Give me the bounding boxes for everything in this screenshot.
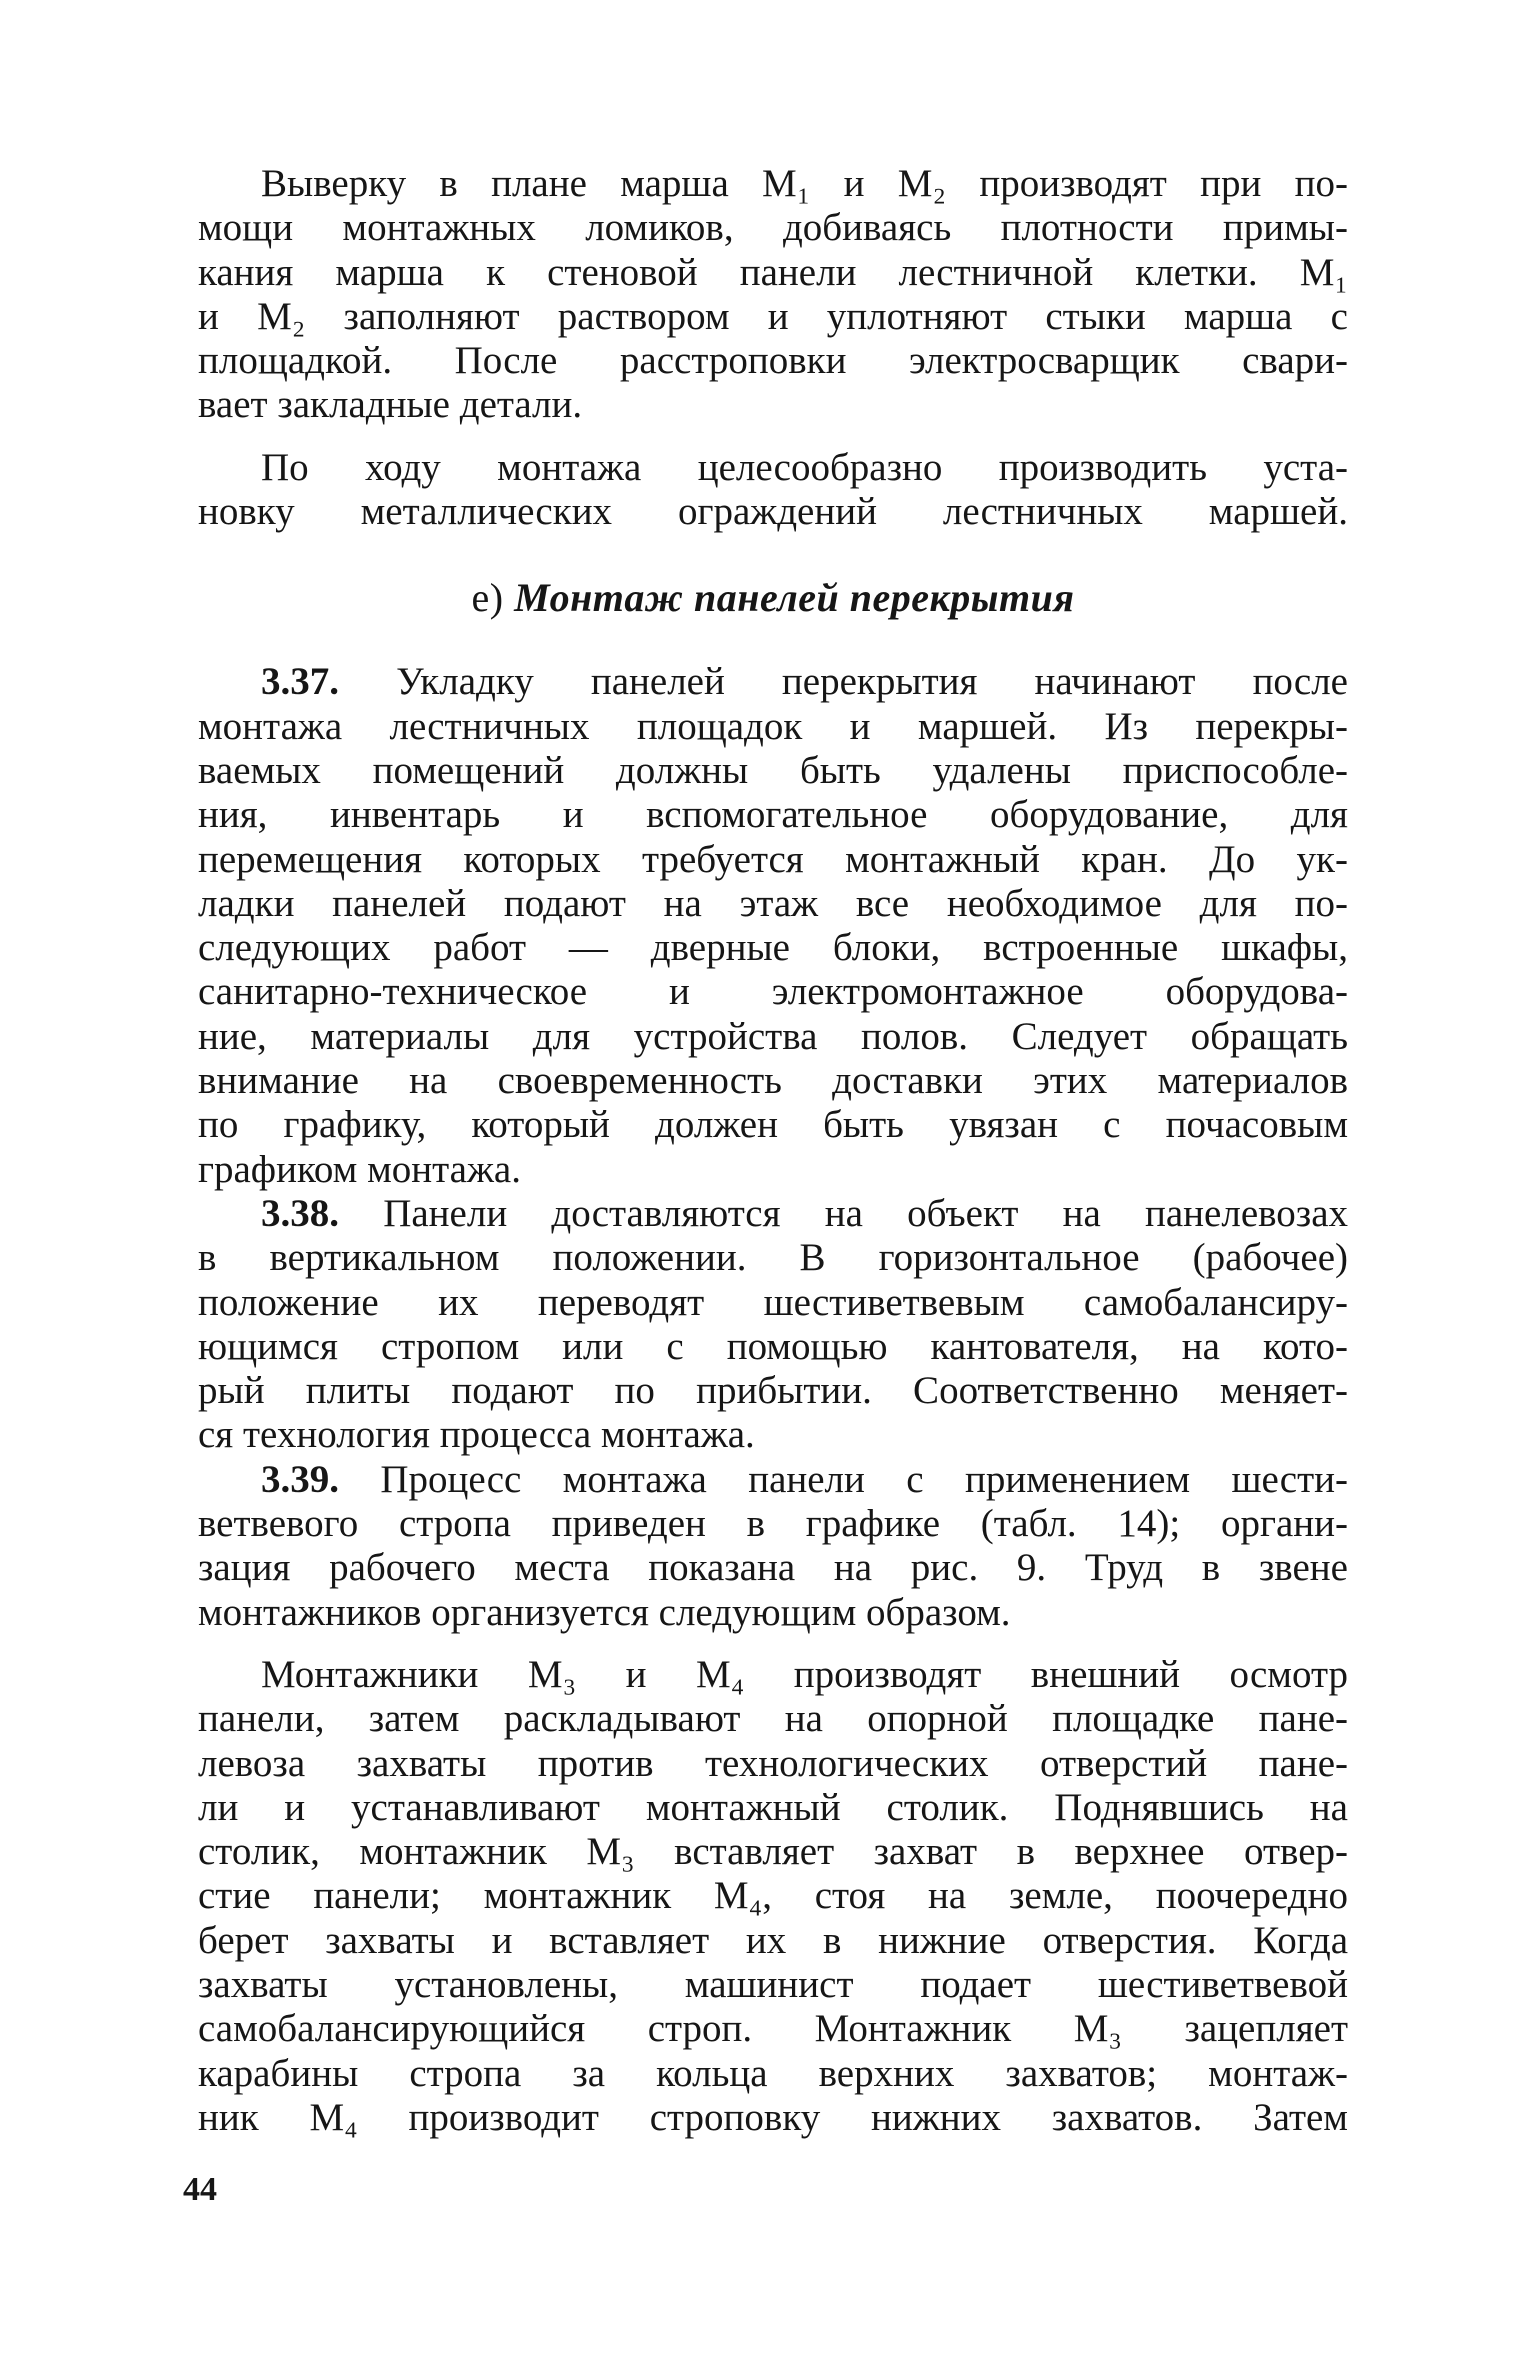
text-line: панели, затем раскладывают на опорной площадке пане-	[198, 1697, 1348, 1741]
text-line: мощи монтажных ломиков, добиваясь плотности примы-	[198, 206, 1348, 250]
text-line	[198, 1192, 1348, 1236]
section-heading-title: Монтаж панелей перекрытия	[514, 575, 1075, 621]
section-heading	[198, 576, 1348, 620]
text-line: ник М₄ производит строповку нижних захватов. Затем	[198, 2095, 1348, 2139]
text-line: левоза захваты против технологических отверстий пане-	[198, 1741, 1348, 1785]
text-line-content: Панели доставляются на объект на панелевозах	[383, 1191, 1348, 1235]
text-line: берет захваты и вставляет их в нижние отверстия. Когда	[198, 1918, 1348, 1962]
text-line: следующих работ — дверные блоки, встроенные шкафы,	[198, 926, 1348, 970]
paragraph	[198, 162, 1348, 428]
text-line: монтажа лестничных площадок и маршей. Из перекры-	[198, 704, 1348, 748]
text-line-content: Укладку панелей перекрытия начинают после	[396, 660, 1348, 704]
text-line: ваемых помещений должны быть удалены приспособле-	[198, 748, 1348, 792]
paragraph-number: 3.37.	[261, 660, 339, 704]
text-line: ветвевого стропа приведен в графике (табл. 14); органи-	[198, 1502, 1348, 1546]
paragraph-3-37	[198, 660, 1348, 1192]
text-line: ли и устанавливают монтажный столик. Поднявшись на	[198, 1785, 1348, 1829]
text-line: внимание на своевременность доставки этих материалов	[198, 1059, 1348, 1103]
text-line: площадкой. После расстроповки электросварщик свари-	[198, 339, 1348, 383]
paragraph-3-39	[198, 1458, 1348, 1635]
text-line: положение их переводят шестиветвевым самобалансиру-	[198, 1280, 1348, 1324]
text-block	[198, 162, 1348, 2140]
paragraph-number: 3.38.	[261, 1191, 339, 1235]
text-line: захваты установлены, машинист подает шестиветвевой	[198, 1962, 1348, 2006]
text-line: кания марша к стеновой панели лестничной клетки. М₁	[198, 250, 1348, 294]
text-line: графиком монтажа.	[198, 1147, 521, 1191]
page-number: 44	[183, 2171, 217, 2208]
text-line: ния, инвентарь и вспомогательное оборудование, для	[198, 793, 1348, 837]
text-line: санитарно-техническое и электромонтажное оборудова-	[198, 970, 1348, 1014]
text-line: столик, монтажник М₃ вставляет захват в верхнее отвер-	[198, 1830, 1348, 1874]
section-heading-prefix: е)	[471, 575, 504, 621]
text-line: вает закладные детали.	[198, 383, 583, 427]
text-line: монтажников организуется следующим образом.	[198, 1590, 1011, 1634]
paragraph-number: 3.39.	[261, 1457, 339, 1501]
text-line: самобалансирующийся строп. Монтажник М₃ зацепляет	[198, 2007, 1348, 2051]
text-line: ся технология процесса монтажа.	[198, 1413, 755, 1457]
text-line: ние, материалы для устройства полов. Следует обращать	[198, 1014, 1348, 1058]
text-line	[198, 660, 1348, 704]
text-line: стие панели; монтажник М₄, стоя на земле, поочередно	[198, 1874, 1348, 1918]
text-line: перемещения которых требуется монтажный кран. До ук-	[198, 837, 1348, 881]
text-line: зация рабочего места показана на рис. 9. Труд в звене	[198, 1546, 1348, 1590]
text-line: по графику, который должен быть увязан с почасовым	[198, 1103, 1348, 1147]
paragraph-3-38	[198, 1192, 1348, 1458]
text-line: Монтажники М₃ и М₄ производят внешний осмотр	[261, 1652, 1348, 1696]
text-line: ладки панелей подают на этаж все необходимое для по-	[198, 881, 1348, 925]
text-line: ющимся стропом или с помощью кантователя, на кото-	[198, 1324, 1348, 1368]
text-line: в вертикальном положении. В горизонтальное (рабочее)	[198, 1236, 1348, 1280]
text-line: рый плиты подают по прибытии. Соответственно меняет-	[198, 1369, 1348, 1413]
text-line: Выверку в плане марша М₁ и М₂ производят при по-	[261, 162, 1348, 205]
text-line: карабины стропа за кольца верхних захватов; монтаж-	[198, 2051, 1348, 2095]
paragraph	[198, 446, 1348, 535]
text-line	[198, 1458, 1348, 1502]
text-line: По ходу монтажа целесообразно производить уста-	[261, 445, 1348, 489]
text-line: и М₂ заполняют раствором и уплотняют стыки марша с	[198, 294, 1348, 338]
text-line-content: Процесс монтажа панели с применением шести-	[380, 1457, 1348, 1501]
text-line: новку металлических ограждений лестничных маршей.	[198, 490, 1348, 534]
paragraph	[198, 1653, 1348, 2140]
